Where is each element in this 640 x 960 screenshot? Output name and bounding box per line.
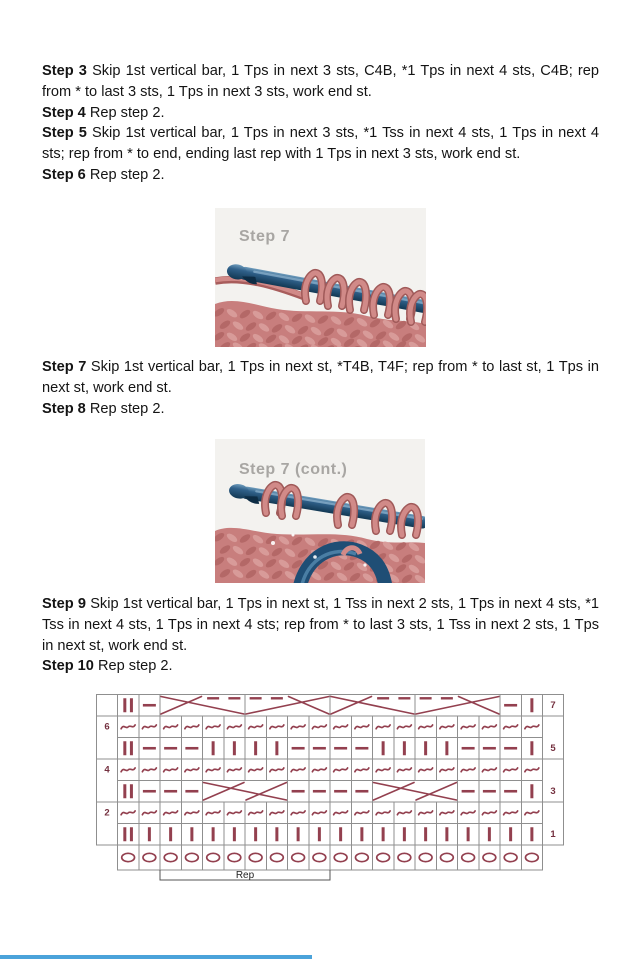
step-paragraph: Step 10 Rep step 2. xyxy=(42,658,173,675)
step-label: Step 5 xyxy=(42,125,92,142)
chart-row-5 xyxy=(118,738,543,760)
step-label: Step 3 xyxy=(42,63,93,79)
svg-text:5: 5 xyxy=(550,742,556,754)
step-paragraph: Step 7 Skip 1st vertical bar, 1 Tps in next st, *T4B, T4F; rep from * to last st, 1 Tps in next st, work end st. xyxy=(42,359,599,396)
svg-text:6: 6 xyxy=(104,721,110,733)
svg-text:7: 7 xyxy=(550,699,556,711)
photo-caption: Step 7 xyxy=(239,228,291,245)
steps-group-2 xyxy=(42,357,599,419)
chart-row-numbers-right xyxy=(543,695,564,846)
repeat-bracket xyxy=(160,870,330,881)
svg-text:3: 3 xyxy=(550,785,556,797)
progress-bar xyxy=(0,955,312,959)
step7-photo xyxy=(215,208,426,347)
svg-text:1: 1 xyxy=(550,828,556,840)
chart-row-4 xyxy=(118,759,543,781)
steps-group-3 xyxy=(42,594,599,677)
step-paragraph: Step 6 Rep step 2. xyxy=(42,166,165,183)
steps-group-1 xyxy=(42,61,599,186)
svg-text:2: 2 xyxy=(104,807,110,819)
step-label: Step 9 xyxy=(42,596,91,612)
chart-row-6 xyxy=(118,716,543,738)
stitch-chart-svg xyxy=(96,694,564,886)
step-paragraph: Step 4 Rep step 2. xyxy=(42,104,165,121)
svg-text:Rep: Rep xyxy=(235,870,255,881)
step-paragraph: Step 9 Skip 1st vertical bar, 1 Tps in next st, 1 Tss in next 2 sts, 1 Tps in next 4 sts, *1 Tss in next 4 sts, 1 Tps in next 4 sts; rep from * to last 3 sts, 1 Tss in next 2 sts, 1 Tps in next st, work end st. xyxy=(42,596,599,654)
step7-photo-illustration xyxy=(215,208,426,347)
chart-foundation-row xyxy=(118,845,543,870)
step-label: Step 8 xyxy=(42,400,90,417)
stitch-chart xyxy=(96,694,566,886)
step-label: Step 4 xyxy=(42,104,90,121)
step7-cont-photo xyxy=(215,439,425,583)
step-paragraph: Step 3 Skip 1st vertical bar, 1 Tps in next 3 sts, C4B, *1 Tps in next 4 sts, C4B; rep from * to last 3 sts, 1 Tps in next 3 sts, work end st. xyxy=(42,63,599,100)
step-label: Step 7 xyxy=(42,359,91,375)
step-label: Step 6 xyxy=(42,166,90,183)
step-paragraph: Step 5 Skip 1st vertical bar, 1 Tps in next 3 sts, *1 Tss in next 4 sts, 1 Tps in next 4 sts; rep from * to end, ending last rep with 1 Tps in next 3 sts, work end st. xyxy=(42,125,599,163)
chart-row-7 xyxy=(118,695,543,717)
step7-cont-photo-illustration xyxy=(215,439,425,583)
chart-row-3 xyxy=(118,781,543,803)
chart-row-2 xyxy=(118,802,543,824)
chart-row-1 xyxy=(118,824,543,846)
photo-caption: Step 7 (cont.) xyxy=(239,461,348,478)
step-label: Step 10 xyxy=(42,658,98,675)
chart-row-numbers-left xyxy=(97,695,118,846)
svg-text:4: 4 xyxy=(104,764,110,776)
step-paragraph: Step 8 Rep step 2. xyxy=(42,400,165,417)
